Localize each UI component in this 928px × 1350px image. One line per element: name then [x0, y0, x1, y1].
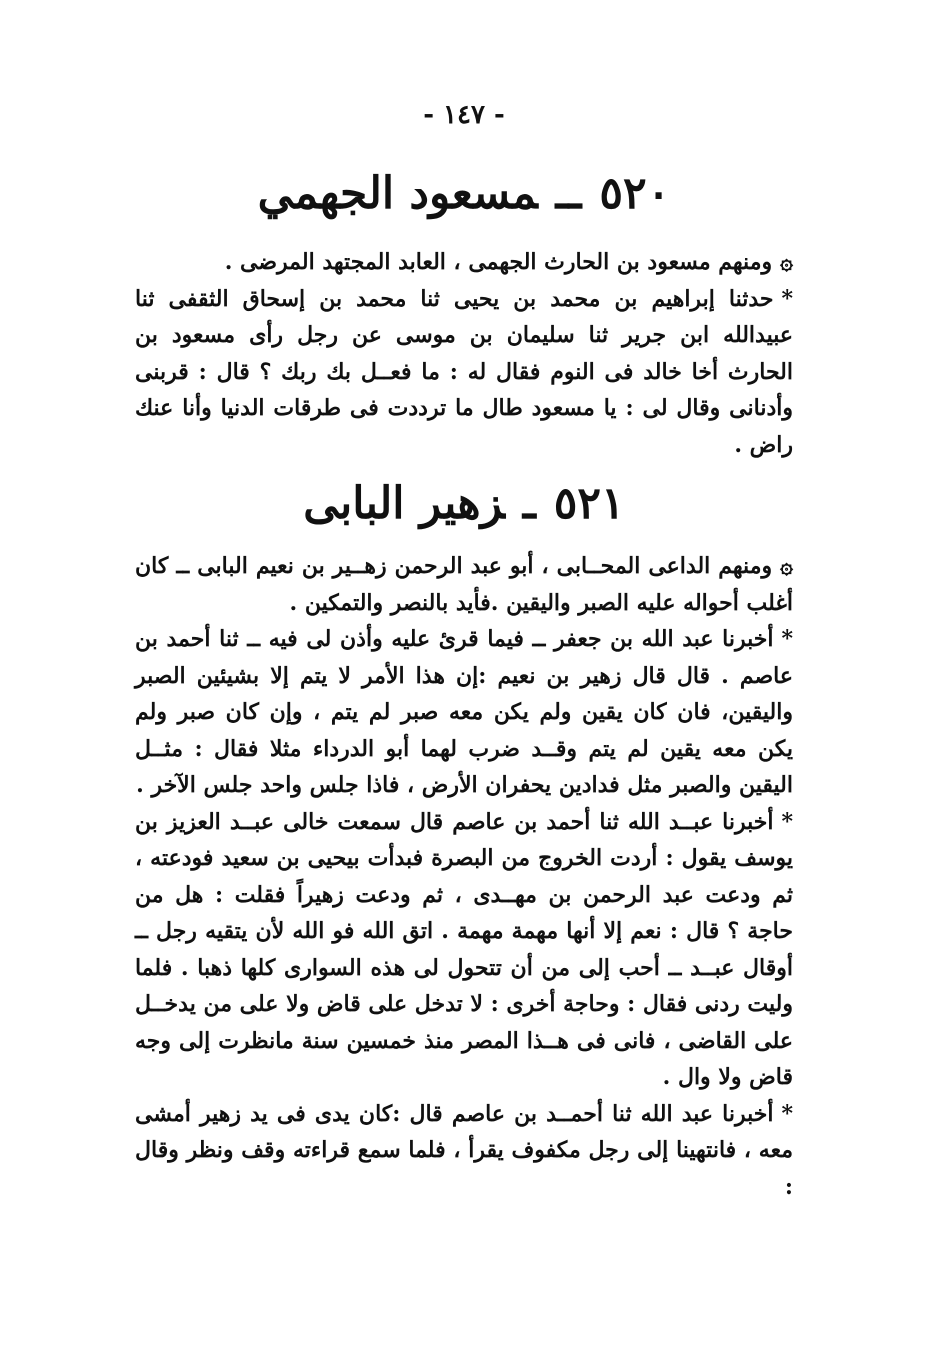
page-number: - ١٤٧ - — [423, 100, 505, 130]
section-body-521 — [135, 548, 793, 1205]
paragraph-text: أخبرنا عبد الله بن جعفر ــ فيما قرئ عليه وأذن لى فيه ــ ثنا أحمد بن عاصم . قال قال زهير بن نعيم :إن هذا الأمر لا يتم إلا بشيئين الصبر واليقين، فان كان يقين ولم يكن معه صبر لم يتم ، وإن كان صبر ولم يكن معه يقين لم يتم وقــد ضرب لهما أبو الدرداء مثلا فقال : مثــل اليقين والصبر مثل فدادين يحفران الأرض ، فاذا جلس واحد جلس الآخر . — [135, 626, 793, 798]
section-name: مسعود الجهمي — [257, 168, 538, 219]
section-heading-521 — [150, 478, 778, 529]
paragraph-marker: * — [781, 285, 793, 312]
paragraph — [135, 548, 793, 621]
paragraph — [135, 621, 793, 804]
section-body-520 — [135, 244, 793, 463]
section-name: زهير البابى — [303, 478, 505, 529]
paragraph-text: أخبرنا عبد الله ثنا أحمــد بن عاصم قال :كان يدى فى يد زهير أمشى معه ، فانتهينا إلى رجل مكفوف يقرأ ، فلما سمع قراءته وقف ونظر وقال : — [135, 1100, 793, 1200]
paragraph-text: حدثنا إبراهيم بن محمد بن يحيى ثنا محمد بن إسحاق الثقفى ثنا عبيدالله ابن جرير ثنا سليمان بن موسى عن رجل رأى مسعود بن الحارث أخا خالد فى النوم فقال له : ما فعــل بك ربك ؟ قال : قربنى وأدنانى وقال لى : يا مسعود طال ما ترددت فى طرقات الدنيا وأنا عنك راض . — [135, 285, 793, 458]
paragraph-marker: * — [781, 1100, 793, 1127]
paragraph-marker: ۞ — [780, 249, 793, 275]
paragraph — [135, 1096, 793, 1206]
section-number: ٥٢٠ — [599, 168, 671, 219]
paragraph-text: ومنهم الداعى المحــابى ، أبو عبد الرحمن زهــير بن نعيم البابى ــ كان أغلب أحواله عليه الصبر واليقين .فأيد بالنصر والتمكين . — [135, 553, 793, 616]
paragraph-marker: * — [781, 626, 793, 652]
paragraph — [135, 804, 793, 1096]
paragraph-text: ومنهم مسعود بن الحارث الجهمى ، العابد المجتهد المرضى . — [224, 249, 773, 275]
heading-dash: ـ — [522, 478, 536, 529]
paragraph-marker: ۞ — [780, 553, 793, 579]
paragraph-marker: * — [781, 808, 793, 835]
paragraph — [135, 244, 793, 281]
section-heading-520 — [150, 168, 778, 219]
section-number: ٥٢١ — [553, 478, 625, 529]
paragraph — [135, 281, 793, 464]
paragraph-text: أخبرنا عبــد الله ثنا أحمد بن عاصم قال سمعت خالى عبــد العزيز بن يوسف يقول : أردت الخروج من البصرة فبدأت بيحيى بن سعيد فودعته ، ثم ودعت عبد الرحمن بن مهــدى ، ثم ودعت زهيراً فقلت : هل من حاجة ؟ قال : نعم إلا أنها مهمة مهمة . اتق الله فو الله لأن يتقيه رجل ــ أوقال عبــد ــ أحب إلى من أن تتحول لى هذه السوارى كلها ذهبا . فلما وليت ردنى فقال : وحاجة أخرى : لا تدخل على قاض ولا على من يدخــل على القاضى ، فانى فى هــذا المصر منذ خمسين سنة مانظرت إلى وجه قاض ولا وال . — [135, 808, 793, 1090]
heading-dash: ــ — [555, 168, 582, 219]
